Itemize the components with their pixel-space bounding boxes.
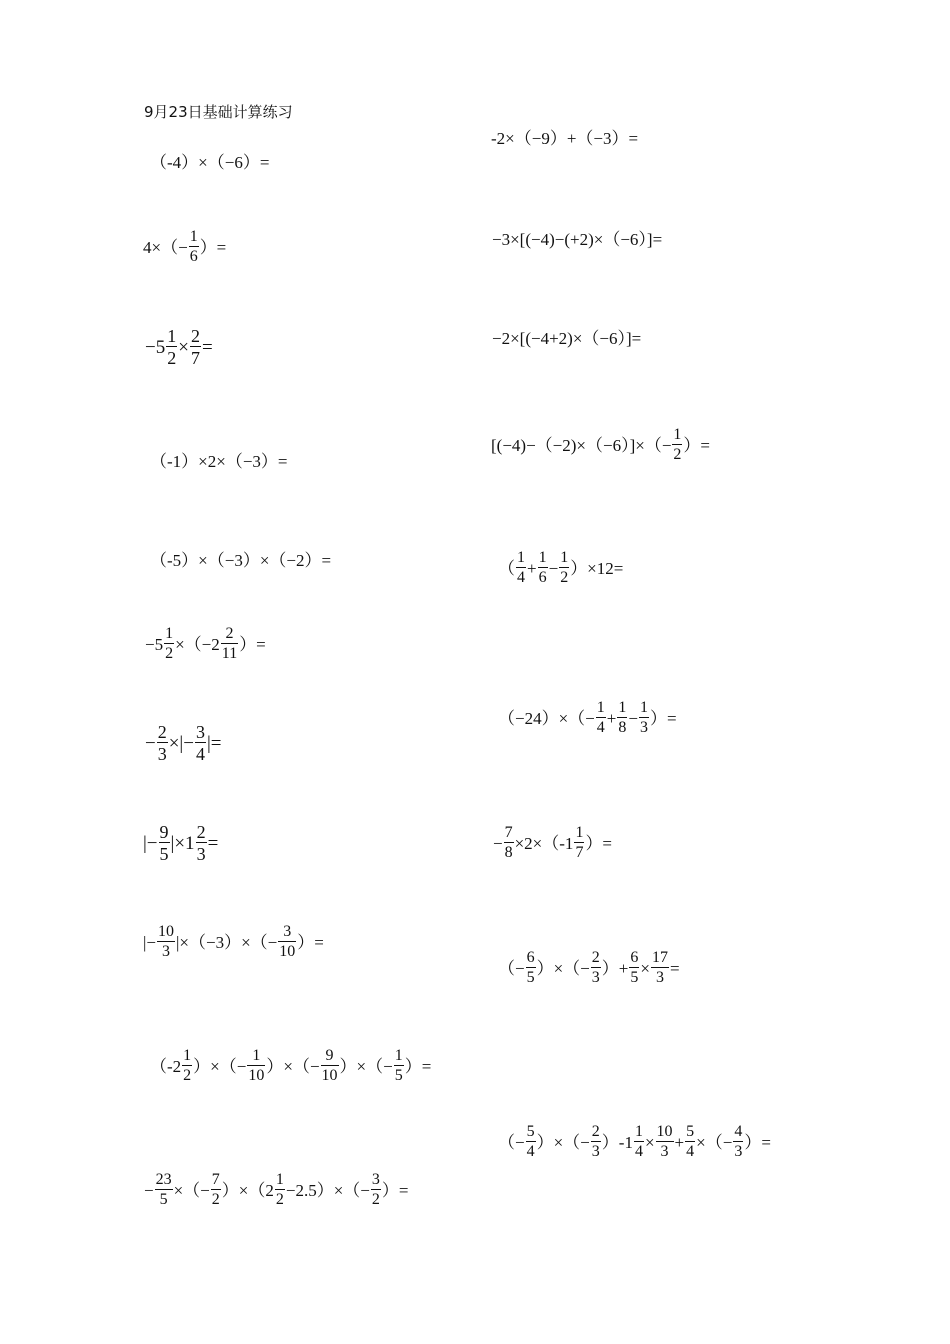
exercise-right-4 <box>491 427 710 463</box>
fraction-denominator: 2 <box>183 1067 192 1084</box>
fraction-numerator: 1 <box>634 1123 643 1140</box>
expression-text: ×（−2 <box>175 634 220 654</box>
expression-text: ）= <box>297 932 324 952</box>
fraction-denominator: 3 <box>196 844 206 864</box>
exercise-left-2 <box>143 229 226 265</box>
fraction <box>159 823 170 863</box>
fraction-denominator: 10 <box>321 1067 338 1084</box>
fraction-numerator: 2 <box>591 949 600 966</box>
expression-text: + <box>674 1132 685 1152</box>
expression-text: = <box>201 336 213 358</box>
fraction-numerator: 1 <box>639 699 648 716</box>
fraction-denominator: 8 <box>504 844 513 861</box>
fraction <box>189 229 199 265</box>
expression-text: ）= <box>404 1056 432 1076</box>
fraction-numerator: 2 <box>221 626 238 644</box>
fraction <box>526 950 536 986</box>
fraction <box>574 825 584 861</box>
fraction <box>221 626 238 662</box>
expression-text: + <box>527 558 537 578</box>
expression-text: （− <box>498 958 525 978</box>
fraction-denominator: 2 <box>560 569 569 586</box>
fraction-numerator: 2 <box>196 822 206 842</box>
fraction-denominator: 7 <box>190 348 200 368</box>
fraction-numerator: 5 <box>526 1123 535 1140</box>
fraction <box>321 1048 339 1084</box>
fraction-numerator: 5 <box>686 1123 695 1140</box>
fraction-denominator: 4 <box>526 1143 535 1160</box>
expression-text: ×（− <box>696 1132 733 1152</box>
expression-text: ）-1 <box>601 1132 633 1152</box>
expression-text: × <box>640 958 650 978</box>
expression-text: −3×[(−4)−(+2)×（−6）]= <box>492 229 663 249</box>
exercise-right-5 <box>498 550 623 586</box>
expression-text: |− <box>143 932 156 952</box>
fraction <box>278 924 296 960</box>
fraction <box>211 1172 221 1208</box>
fraction-denominator: 3 <box>157 744 167 764</box>
fraction <box>196 823 207 863</box>
expression-text: −5 <box>145 634 164 654</box>
fraction <box>685 1124 695 1160</box>
fraction-numerator: 1 <box>247 1048 265 1066</box>
expression-text: −5 <box>145 336 166 358</box>
expression-text: （ <box>498 558 515 578</box>
expression-text: （-4）×（−6）= <box>150 152 270 172</box>
exercise-left-1 <box>150 152 269 171</box>
expression-text: − <box>144 1180 154 1200</box>
fraction-denominator: 10 <box>248 1067 265 1084</box>
exercise-right-3 <box>492 328 641 347</box>
fraction <box>651 950 669 986</box>
fraction-numerator: 7 <box>504 824 513 841</box>
exercise-left-8 <box>143 823 218 863</box>
expression-text: = <box>669 958 680 978</box>
expression-text: − <box>628 708 638 728</box>
expression-text: ）= <box>585 833 613 853</box>
fraction-numerator: 1 <box>189 228 198 245</box>
fraction <box>629 950 639 986</box>
exercise-right-6 <box>498 700 677 736</box>
fraction <box>157 924 175 960</box>
fraction-numerator: 1 <box>275 1171 284 1188</box>
expression-text: |×1 <box>170 832 195 854</box>
exercise-right-2 <box>492 229 662 248</box>
fraction-denominator: 5 <box>159 1191 168 1208</box>
fraction-denominator: 10 <box>279 943 296 960</box>
fraction-numerator: 1 <box>673 426 682 443</box>
expression-text: ）= <box>683 435 711 455</box>
expression-text: |− <box>143 832 158 854</box>
exercise-left-4 <box>150 451 288 470</box>
expression-text: ）×（− <box>266 1056 320 1076</box>
page-title: 9月23日基础计算练习 <box>144 103 293 121</box>
fraction-denominator: 2 <box>165 645 174 662</box>
fraction-numerator: 3 <box>278 924 296 942</box>
expression-text: ×（− <box>173 1180 210 1200</box>
fraction <box>596 700 606 736</box>
expression-text: |×（−3）×（− <box>176 932 278 952</box>
exercise-left-10 <box>150 1048 431 1084</box>
fraction <box>733 1124 743 1160</box>
fraction-denominator: 7 <box>575 844 584 861</box>
fraction-denominator: 4 <box>596 719 605 736</box>
expression-text: −2.5）×（− <box>285 1180 370 1200</box>
fraction-denominator: 2 <box>211 1191 220 1208</box>
fraction-numerator: 1 <box>575 824 584 841</box>
fraction-denominator: 8 <box>618 719 627 736</box>
exercise-left-6 <box>145 626 266 662</box>
fraction-numerator: 9 <box>159 822 169 842</box>
expression-text: （−24）×（− <box>498 708 595 728</box>
fraction <box>672 427 682 463</box>
fraction-denominator: 6 <box>189 248 198 265</box>
expression-text: ）×（− <box>193 1056 247 1076</box>
fraction-numerator: 1 <box>165 625 174 642</box>
fraction-numerator: 1 <box>538 549 547 566</box>
fraction <box>617 700 627 736</box>
fraction-denominator: 3 <box>162 943 170 960</box>
expression-text: −2×[(−4+2)×（−6）]= <box>492 328 642 348</box>
fraction-numerator: 4 <box>734 1123 743 1140</box>
expression-text: （− <box>498 1132 525 1152</box>
fraction <box>155 1172 173 1208</box>
fraction-numerator: 10 <box>158 923 174 940</box>
fraction-denominator: 4 <box>634 1143 643 1160</box>
fraction <box>157 723 168 763</box>
fraction <box>166 327 177 367</box>
fraction-denominator: 5 <box>394 1067 403 1084</box>
fraction-denominator: 5 <box>159 844 169 864</box>
fraction-numerator: 1 <box>183 1047 192 1064</box>
fraction-numerator: 3 <box>195 722 205 742</box>
expression-text: ）= <box>381 1180 409 1200</box>
expression-text: ）×（− <box>339 1056 393 1076</box>
expression-text: [(−4)−（−2)×（−6）]×（− <box>491 435 672 455</box>
expression-text: |= <box>206 732 222 754</box>
fraction <box>591 1124 601 1160</box>
fraction-denominator: 3 <box>591 1143 600 1160</box>
fraction-numerator: 7 <box>211 1171 220 1188</box>
fraction <box>538 550 548 586</box>
fraction-denominator: 2 <box>673 446 682 463</box>
fraction <box>516 550 526 586</box>
fraction-numerator: 1 <box>517 549 525 566</box>
fraction-denominator: 4 <box>517 569 525 586</box>
expression-text: ）×（− <box>536 1132 590 1152</box>
fraction-denominator: 2 <box>371 1191 380 1208</box>
fraction <box>526 1124 536 1160</box>
expression-text: ）×（− <box>536 958 590 978</box>
fraction <box>639 700 649 736</box>
fraction-numerator: 1 <box>560 549 569 566</box>
fraction <box>591 950 601 986</box>
expression-text: （-2 <box>150 1056 182 1076</box>
fraction-denominator: 3 <box>591 969 600 986</box>
expression-text: 4×（− <box>143 237 188 257</box>
fraction-numerator: 1 <box>596 699 605 716</box>
fraction-numerator: 10 <box>656 1123 673 1140</box>
expression-text: ）= <box>649 708 677 728</box>
expression-text: − <box>548 558 559 578</box>
fraction <box>247 1048 265 1084</box>
expression-text: （-1）×2×（−3）= <box>150 451 288 471</box>
fraction-numerator: 2 <box>190 326 200 346</box>
fraction <box>504 825 514 861</box>
fraction-denominator: 4 <box>686 1143 695 1160</box>
fraction-numerator: 6 <box>526 949 535 966</box>
fraction-denominator: 11 <box>221 645 238 662</box>
expression-text: ）+ <box>601 958 629 978</box>
expression-text: ×|− <box>168 732 194 754</box>
fraction <box>656 1124 674 1160</box>
fraction-numerator: 2 <box>591 1123 600 1140</box>
expression-text: × <box>178 336 189 358</box>
fraction-denominator: 3 <box>655 969 664 986</box>
fraction <box>190 327 201 367</box>
fraction-denominator: 6 <box>538 569 547 586</box>
expression-text: ）= <box>744 1132 771 1152</box>
exercise-right-9 <box>498 1124 771 1160</box>
fraction-denominator: 3 <box>639 719 648 736</box>
expression-text: ）×12= <box>570 558 624 578</box>
exercise-left-5 <box>150 550 331 569</box>
expression-text: × <box>644 1132 655 1152</box>
expression-text: ）= <box>239 634 266 654</box>
fraction-denominator: 5 <box>630 969 639 986</box>
exercise-left-3 <box>145 327 213 367</box>
expression-text: = <box>207 832 219 854</box>
fraction <box>275 1172 285 1208</box>
fraction <box>164 626 174 662</box>
fraction-denominator: 2 <box>275 1191 284 1208</box>
exercise-left-9 <box>143 924 324 960</box>
exercise-left-11 <box>144 1172 408 1208</box>
fraction-denominator: 3 <box>660 1143 669 1160</box>
fraction-numerator: 6 <box>630 949 639 966</box>
fraction-numerator: 1 <box>167 326 177 346</box>
exercise-right-7 <box>493 825 612 861</box>
fraction-denominator: 2 <box>167 348 177 368</box>
fraction-denominator: 4 <box>195 744 205 764</box>
exercise-left-7 <box>145 723 221 763</box>
fraction <box>559 550 569 586</box>
expression-text: ×2×（-1 <box>514 833 574 853</box>
fraction-numerator: 2 <box>157 722 167 742</box>
fraction-numerator: 9 <box>321 1048 339 1066</box>
expression-text: + <box>606 708 617 728</box>
fraction-numerator: 3 <box>371 1171 380 1188</box>
fraction <box>182 1048 192 1084</box>
expression-text: − <box>493 833 503 853</box>
expression-text: -2×（−9）+（−3）= <box>491 128 639 148</box>
expression-text: ）= <box>199 237 227 257</box>
exercise-right-8 <box>498 950 680 986</box>
fraction <box>394 1048 404 1084</box>
expression-text: − <box>145 732 156 754</box>
fraction <box>371 1172 381 1208</box>
fraction-numerator: 17 <box>651 949 668 966</box>
fraction-denominator: 3 <box>734 1143 743 1160</box>
fraction-denominator: 5 <box>526 969 535 986</box>
expression-text: ）×（2 <box>221 1180 274 1200</box>
fraction <box>195 723 206 763</box>
expression-text: （-5）×（−3）×（−2）= <box>150 550 332 570</box>
fraction-numerator: 1 <box>394 1047 403 1064</box>
fraction-numerator: 1 <box>618 699 627 716</box>
fraction-numerator: 23 <box>155 1171 172 1188</box>
exercise-right-1 <box>491 128 638 147</box>
fraction <box>634 1124 644 1160</box>
